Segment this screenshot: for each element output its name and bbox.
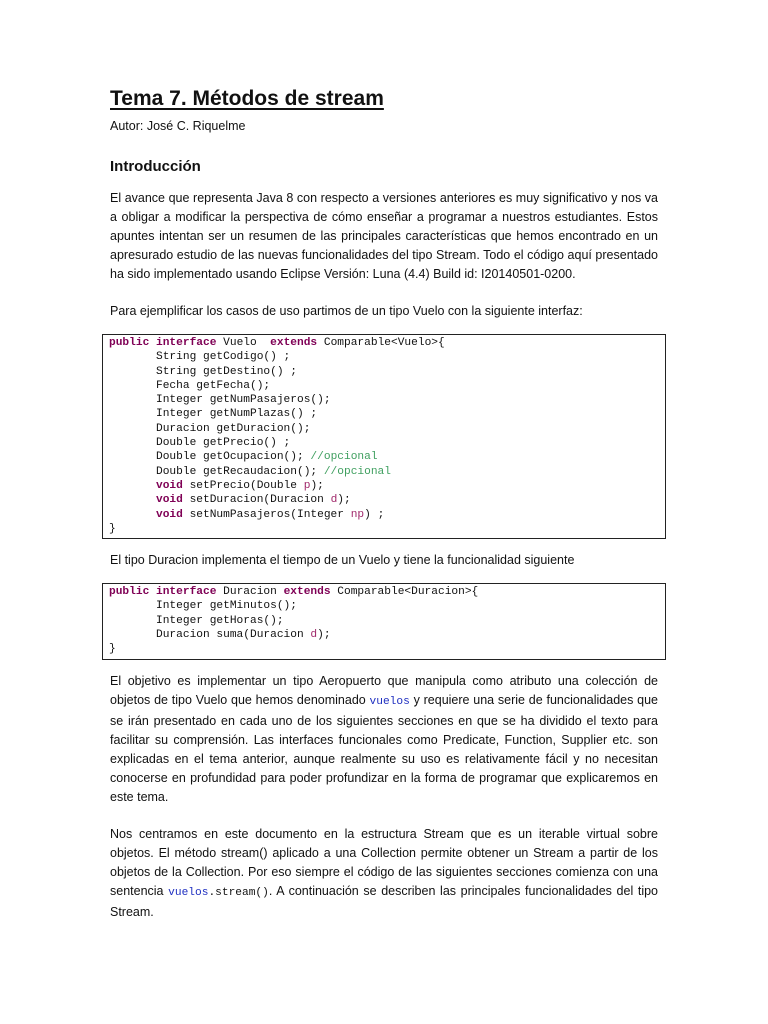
code-text: Duracion: [216, 586, 284, 599]
code-text: Comparable<Duracion>{: [330, 586, 479, 599]
code-line: String getDestino() ;: [109, 365, 297, 378]
code-text: ) ;: [364, 508, 385, 521]
document-page: [110, 84, 658, 922]
code-keyword: void: [156, 494, 183, 507]
code-line: String getCodigo() ;: [109, 351, 291, 364]
code-text: setPrecio(Double: [182, 479, 304, 492]
paragraph-stream: [110, 825, 658, 922]
code-line: Double getOcupacion();: [109, 451, 311, 464]
text-run: El objetivo es implementar un tipo Aeropuerto que manipula como atributo una colección de objetos de tipo Vuelo que hemos denominado: [110, 673, 658, 707]
code-line: Double getRecaudacion();: [109, 465, 324, 478]
code-text: Vuelo: [223, 337, 271, 349]
code-param: p: [303, 479, 311, 492]
code-line: Integer getHoras();: [109, 614, 284, 627]
code-keyword: void: [156, 479, 183, 492]
code-line: Fecha getFecha();: [109, 379, 271, 392]
code-text: setDuracion(Duracion: [182, 494, 331, 507]
code-block-vuelo: [102, 334, 666, 539]
code-line: Integer getNumPlazas() ;: [109, 408, 318, 421]
code-line: Integer getNumPasajeros();: [109, 394, 331, 407]
code-line: }: [109, 643, 116, 656]
code-line: }: [109, 522, 116, 535]
code-comment: //opcional: [310, 451, 378, 464]
code-line: Double getPrecio() ;: [109, 437, 291, 450]
code-param: np: [350, 508, 365, 521]
text-run: Nos centramos en este documento en la estructura Stream que es un iterable virtual sobre objetos. El método stream() aplicado a una Collection permite obtener un Stream a partir de los objetos de la Collection. Por eso siempre el código de las siguientes secciones comienza con una sentencia: [110, 826, 658, 898]
paragraph-intro: El avance que representa Java 8 con respecto a versiones anteriores es muy significativo y nos va a obligar a modificar la perspectiva de cómo enseñar a programar a nuestros estudiantes. Estos apuntes intentan ser un resumen de las principales características que hemos encontrado en un apresurado estudio de las nuevas funcionalidades del tipo Stream. Todo el código aquí presentado ha sido implementado usando Eclipse Versión: Luna (4.4) Build id: I20140501-0200.: [110, 191, 658, 281]
document-title: Tema 7. Métodos de stream: [110, 87, 384, 110]
text-run: . A continuación se describen las principales funcionalidades del tipo Stream.: [110, 883, 658, 919]
code-text: Comparable<Vuelo>{: [323, 337, 445, 349]
code-line: Duracion getDuracion();: [109, 422, 311, 435]
inline-code: .stream(): [208, 886, 269, 899]
paragraph-vuelo-intro: Para ejemplificar los casos de uso partimos de un tipo Vuelo con la siguiente interfaz:: [110, 304, 583, 318]
code-keyword: public interface: [109, 337, 224, 349]
code-param: d: [330, 494, 338, 507]
code-block-duracion: [102, 583, 666, 659]
code-keyword: public interface: [109, 586, 217, 599]
paragraph-duracion-intro: El tipo Duracion implementa el tiempo de un Vuelo y tiene la funcionalidad siguiente: [110, 553, 575, 568]
code-comment: //opcional: [323, 465, 391, 478]
code-keyword: void: [156, 508, 183, 521]
code-line: Integer getMinutos();: [109, 600, 297, 613]
code-text: );: [310, 479, 324, 492]
text-run: y requiere una serie de funcionalidades que se irán presentado en cada uno de los siguientes secciones en que se ha dividido el texto para facilitar su comprensión. Las interfaces funcionales como Predicate, Function, Supplier etc. son explicadas en el tema anterior, aunque realmente su uso es relativamente fácil y no necesitan conocerse en profundidad para poder profundizar en la forma de programar que explicaremos en este tema.: [110, 692, 658, 804]
code-text: );: [317, 629, 331, 642]
code-param: d: [310, 629, 318, 642]
code-keyword: extends: [283, 586, 331, 599]
section-heading: Introducción: [110, 158, 201, 175]
code-line: Duracion suma(Duracion: [109, 629, 311, 642]
author-line: Autor: José C. Riquelme: [110, 119, 246, 133]
inline-code: vuelos: [168, 886, 209, 899]
code-keyword: extends: [270, 337, 324, 349]
paragraph-objetivo: [110, 672, 658, 807]
code-text: );: [337, 494, 351, 507]
inline-code: vuelos: [369, 695, 410, 708]
code-text: setNumPasajeros(Integer: [182, 508, 351, 521]
